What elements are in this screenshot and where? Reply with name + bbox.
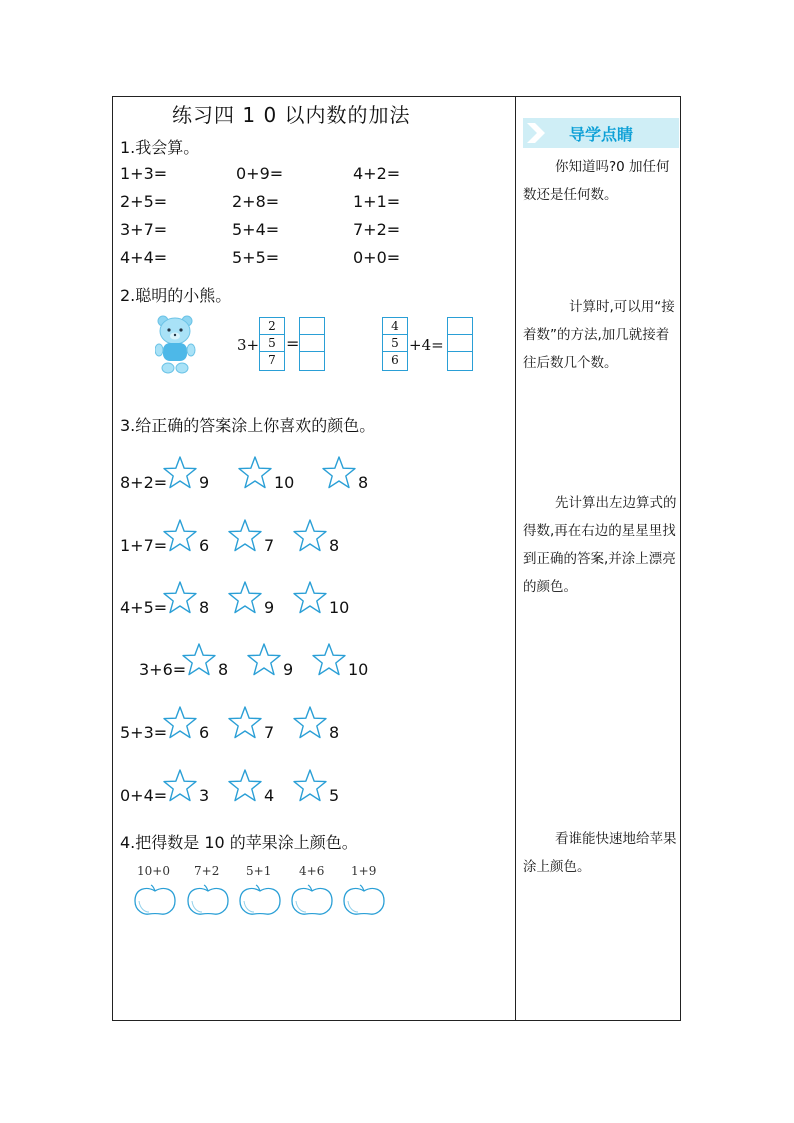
star-option: 9	[283, 660, 294, 679]
left-number-cell: 7	[268, 353, 276, 367]
bear-left-prefix: 3+	[237, 336, 260, 354]
section4-heading: 4.把得数是 10 的苹果涂上颜色。	[120, 833, 358, 852]
star-icon[interactable]	[162, 768, 198, 804]
star-question: 8+2=	[120, 473, 168, 492]
star-option: 8	[199, 598, 210, 617]
calc-2-3: 1+1=	[353, 192, 401, 211]
page-title: 练习四 1 0 以内数的加法	[172, 103, 411, 127]
guide-tab	[523, 118, 679, 148]
answer-cell[interactable]	[300, 318, 324, 335]
star-icon[interactable]	[227, 768, 263, 804]
answer-cell[interactable]	[448, 352, 472, 368]
star-option: 8	[218, 660, 229, 679]
calc-2-2: 2+8=	[232, 192, 280, 211]
guide-note-2: 计算时,可以用“接着数”的方法,加几就接着往后数几个数。	[523, 299, 675, 371]
column-divider	[515, 96, 516, 1021]
star-option: 4	[264, 786, 275, 805]
star-question: 3+6=	[139, 660, 187, 679]
star-icon[interactable]	[227, 518, 263, 554]
calc-3-1: 3+7=	[120, 220, 168, 239]
star-option: 3	[199, 786, 210, 805]
star-icon[interactable]	[311, 642, 347, 678]
apple-icon[interactable]	[290, 884, 334, 916]
left-number-cell: 2	[260, 318, 284, 335]
star-icon[interactable]	[292, 705, 328, 741]
guide-note-4: 看谁能快速地给苹果涂上颜色。	[523, 831, 677, 875]
star-icon[interactable]	[292, 768, 328, 804]
star-icon[interactable]	[227, 580, 263, 616]
apple-label: 4+6	[299, 864, 325, 878]
star-icon[interactable]	[237, 455, 273, 491]
left-number-cell: 5	[260, 335, 284, 352]
section1-heading: 1.我会算。	[120, 138, 200, 157]
apple-label: 7+2	[194, 864, 220, 878]
calc-4-3: 0+0=	[353, 248, 401, 267]
star-option: 8	[329, 723, 340, 742]
star-option: 10	[274, 473, 295, 492]
star-icon[interactable]	[292, 580, 328, 616]
calc-4-2: 5+5=	[232, 248, 280, 267]
apple-icon[interactable]	[133, 884, 177, 916]
bear-left-equals: =	[286, 334, 300, 353]
bear-left-number-column	[259, 317, 285, 371]
star-icon[interactable]	[246, 642, 282, 678]
star-question: 1+7=	[120, 536, 168, 555]
star-option: 8	[358, 473, 369, 492]
star-icon[interactable]	[292, 518, 328, 554]
star-option: 9	[199, 473, 210, 492]
bear-right-number-column	[382, 317, 408, 371]
calc-4-1: 4+4=	[120, 248, 168, 267]
calc-1-1: 1+3=	[120, 164, 168, 183]
star-option: 9	[264, 598, 275, 617]
answer-cell[interactable]	[300, 335, 324, 352]
right-number-cell: 6	[391, 353, 399, 367]
star-icon[interactable]	[162, 455, 198, 491]
right-number-cell: 5	[383, 335, 407, 352]
star-option: 10	[329, 598, 350, 617]
star-icon[interactable]	[227, 705, 263, 741]
star-option: 8	[329, 536, 340, 555]
guide-note-1: 你知道吗?0 加任何数还是任何数。	[523, 159, 670, 203]
answer-cell[interactable]	[300, 352, 324, 368]
calc-1-2: 0+9=	[236, 164, 284, 183]
star-option: 6	[199, 723, 210, 742]
bear-left-answer-column[interactable]	[299, 317, 325, 371]
star-question: 5+3=	[120, 723, 168, 742]
bear-icon	[155, 314, 197, 376]
calc-2-1: 2+5=	[120, 192, 168, 211]
star-option: 5	[329, 786, 340, 805]
section2-heading: 2.聪明的小熊。	[120, 286, 232, 305]
answer-cell[interactable]	[448, 318, 472, 335]
chevron-right-icon	[525, 121, 547, 145]
bear-right-answer-column[interactable]	[447, 317, 473, 371]
apple-label: 1+9	[351, 864, 377, 878]
apple-label: 5+1	[246, 864, 272, 878]
bear-right-suffix: +4=	[409, 336, 444, 354]
apple-label: 10+0	[137, 864, 170, 878]
apple-icon[interactable]	[342, 884, 386, 916]
calc-3-2: 5+4=	[232, 220, 280, 239]
answer-cell[interactable]	[448, 335, 472, 352]
section3-heading: 3.给正确的答案涂上你喜欢的颜色。	[120, 416, 376, 435]
star-option: 6	[199, 536, 210, 555]
star-icon[interactable]	[181, 642, 217, 678]
star-option: 7	[264, 536, 275, 555]
star-option: 7	[264, 723, 275, 742]
calc-1-3: 4+2=	[353, 164, 401, 183]
guide-note-3: 先计算出左边算式的得数,再在右边的星星里找到正确的答案,并涂上漂亮的颜色。	[523, 495, 677, 595]
guide-tab-label: 导学点睛	[569, 125, 634, 144]
star-icon[interactable]	[162, 580, 198, 616]
star-icon[interactable]	[321, 455, 357, 491]
apple-icon[interactable]	[238, 884, 282, 916]
right-number-cell: 4	[383, 318, 407, 335]
star-icon[interactable]	[162, 518, 198, 554]
star-question: 0+4=	[120, 786, 168, 805]
star-option: 10	[348, 660, 369, 679]
calc-3-3: 7+2=	[353, 220, 401, 239]
star-icon[interactable]	[162, 705, 198, 741]
apple-icon[interactable]	[186, 884, 230, 916]
star-question: 4+5=	[120, 598, 168, 617]
